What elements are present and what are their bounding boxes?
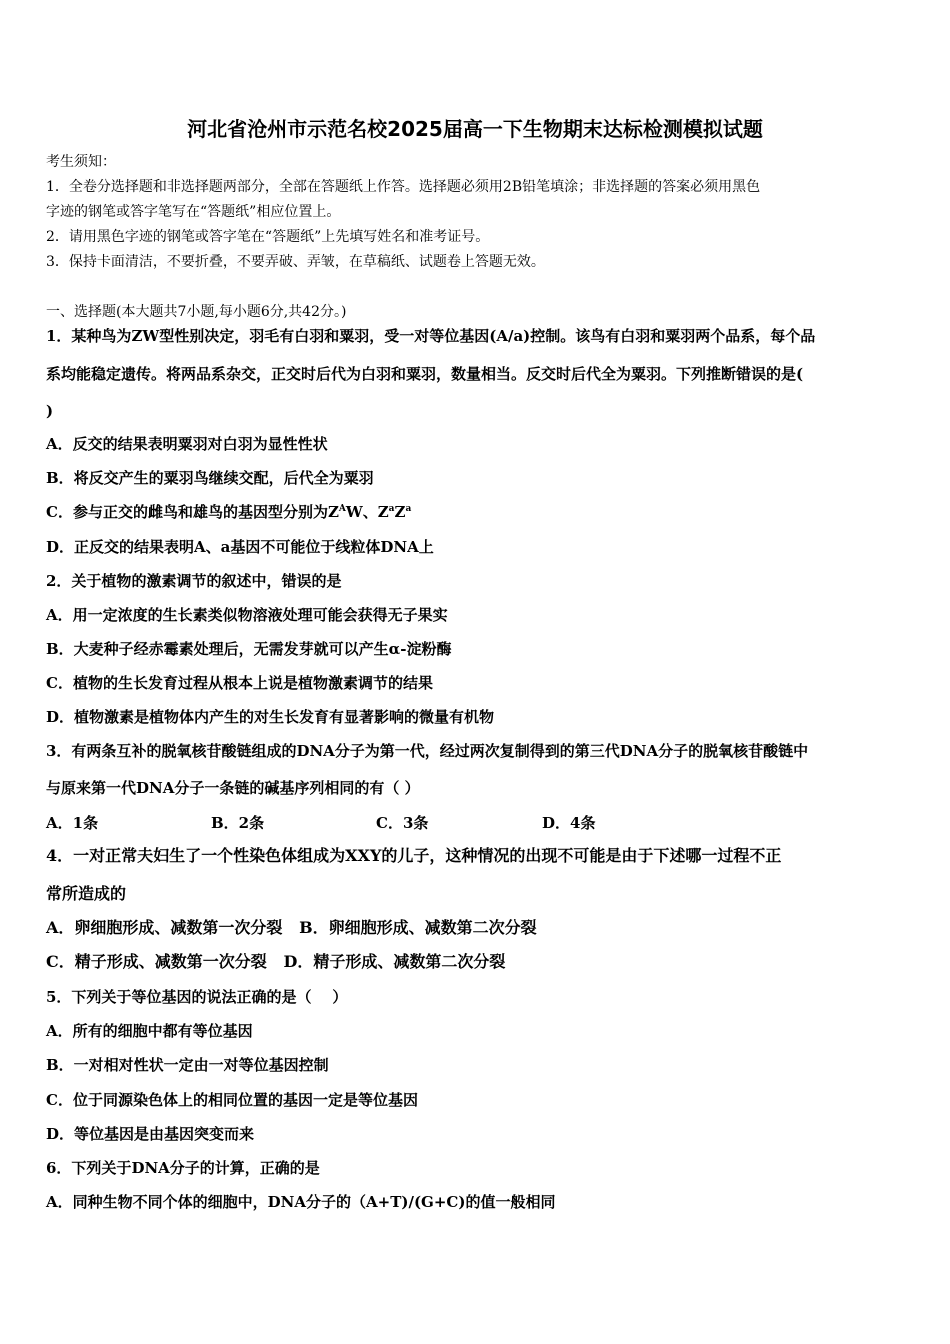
notice-line-4: 3．保持卡面清洁，不要折叠，不要弄破、弄皱，在草稿纸、试题卷上答题无效。 [46, 254, 545, 270]
q1-option-d: D．正反交的结果表明A、a基因不可能位于线粒体DNA上 [46, 538, 434, 556]
q1-option-c-sup-2: a [388, 504, 395, 514]
notice-line-1: 1．全卷分选择题和非选择题两部分，全部在答题纸上作答。选择题必须用2B铅笔填涂；非选择题的答案必须用黑色 [46, 179, 761, 195]
q6-option-a: A．同种生物不同个体的细胞中，DNA分子的（A+T)/(G+C)的值一般相同 [46, 1193, 556, 1211]
q2-stem: 2．关于植物的激素调节的叙述中，错误的是 [46, 572, 342, 590]
q5-stem: 5．下列关于等位基因的说法正确的是（ ） [46, 988, 348, 1006]
q1-option-b: B．将反交产生的粟羽鸟继续交配，后代全为粟羽 [46, 469, 374, 487]
q1-stem-line-3: ) [46, 402, 54, 420]
q4-options-ab: A．卵细胞形成、减数第一次分裂 B．卵细胞形成、减数第二次分裂 [46, 918, 537, 937]
q5-option-a: A．所有的细胞中都有等位基因 [46, 1022, 253, 1040]
q2-option-a: A．用一定浓度的生长素类似物溶液处理可能会获得无子果实 [46, 606, 448, 624]
q1-option-a: A．反交的结果表明粟羽对白羽为显性性状 [46, 435, 328, 453]
section-heading: 一、选择题(本大题共7小题,每小题6分,共42分。) [46, 304, 347, 320]
q1-option-c-sup-1: A [338, 504, 346, 514]
notice-line-2: 字迹的钢笔或答字笔写在“答题纸”相应位置上。 [46, 204, 341, 220]
q3-option-c: C．3条 [376, 814, 429, 832]
q1-option-c [46, 502, 411, 522]
q2-option-b: B．大麦种子经赤霉素处理后，无需发芽就可以产生α-淀粉酶 [46, 640, 452, 658]
q4-stem-line-1: 4．一对正常夫妇生了一个性染色体组成为XXY的儿子，这种情况的出现不可能是由于下述哪一过程不正 [46, 846, 782, 865]
q5-option-b: B．一对相对性状一定由一对等位基因控制 [46, 1056, 329, 1074]
q3-option-b: B．2条 [211, 814, 265, 832]
page-title: 河北省沧州市示范名校2025届高一下生物期末达标检测模拟试题 [187, 117, 763, 141]
q4-options-cd: C．精子形成、减数第一次分裂 D．精子形成、减数第二次分裂 [46, 952, 506, 971]
q2-option-c: C．植物的生长发育过程从根本上说是植物激素调节的结果 [46, 674, 433, 692]
q5-option-c: C．位于同源染色体上的相同位置的基因一定是等位基因 [46, 1091, 418, 1109]
q6-stem: 6．下列关于DNA分子的计算，正确的是 [46, 1159, 320, 1177]
q1-stem-line-1: 1．某种鸟为ZW型性别决定，羽毛有白羽和粟羽，受一对等位基因(A/a)控制。该鸟有白羽和粟羽两个品系，每个品 [46, 327, 816, 345]
q3-option-d: D．4条 [542, 814, 596, 832]
q2-option-d: D．植物激素是植物体内产生的对生长发育有显著影响的微量有机物 [46, 708, 495, 726]
q3-option-a: A．1条 [46, 814, 99, 832]
q1-stem-line-2: 系均能稳定遗传。将两品系杂交，正交时后代为白羽和粟羽，数量相当。反交时后代全为粟羽。下列推断错误的是( [46, 365, 804, 383]
q5-option-d: D．等位基因是由基因突变而来 [46, 1125, 255, 1143]
notice-line-3: 2．请用黑色字迹的钢笔或答字笔在“答题纸”上先填写姓名和准考证号。 [46, 229, 490, 245]
notice-heading: 考生须知： [46, 154, 116, 170]
q1-option-c-mid: W、Z [345, 503, 389, 521]
q4-stem-line-2: 常所造成的 [46, 884, 127, 903]
q1-option-c-prefix: C．参与正交的雌鸟和雄鸟的基因型分别为Z [46, 503, 339, 521]
q3-stem-line-2: 与原来第一代DNA分子一条链的碱基序列相同的有（ ） [46, 779, 420, 797]
q1-option-c-sup-3: a [405, 504, 412, 514]
q3-stem-line-1: 3．有两条互补的脱氧核苷酸链组成的DNA分子为第一代，经过两次复制得到的第三代DNA分子的脱氧核苷酸链中 [46, 742, 809, 760]
q1-option-c-mid-2: Z [394, 503, 406, 521]
